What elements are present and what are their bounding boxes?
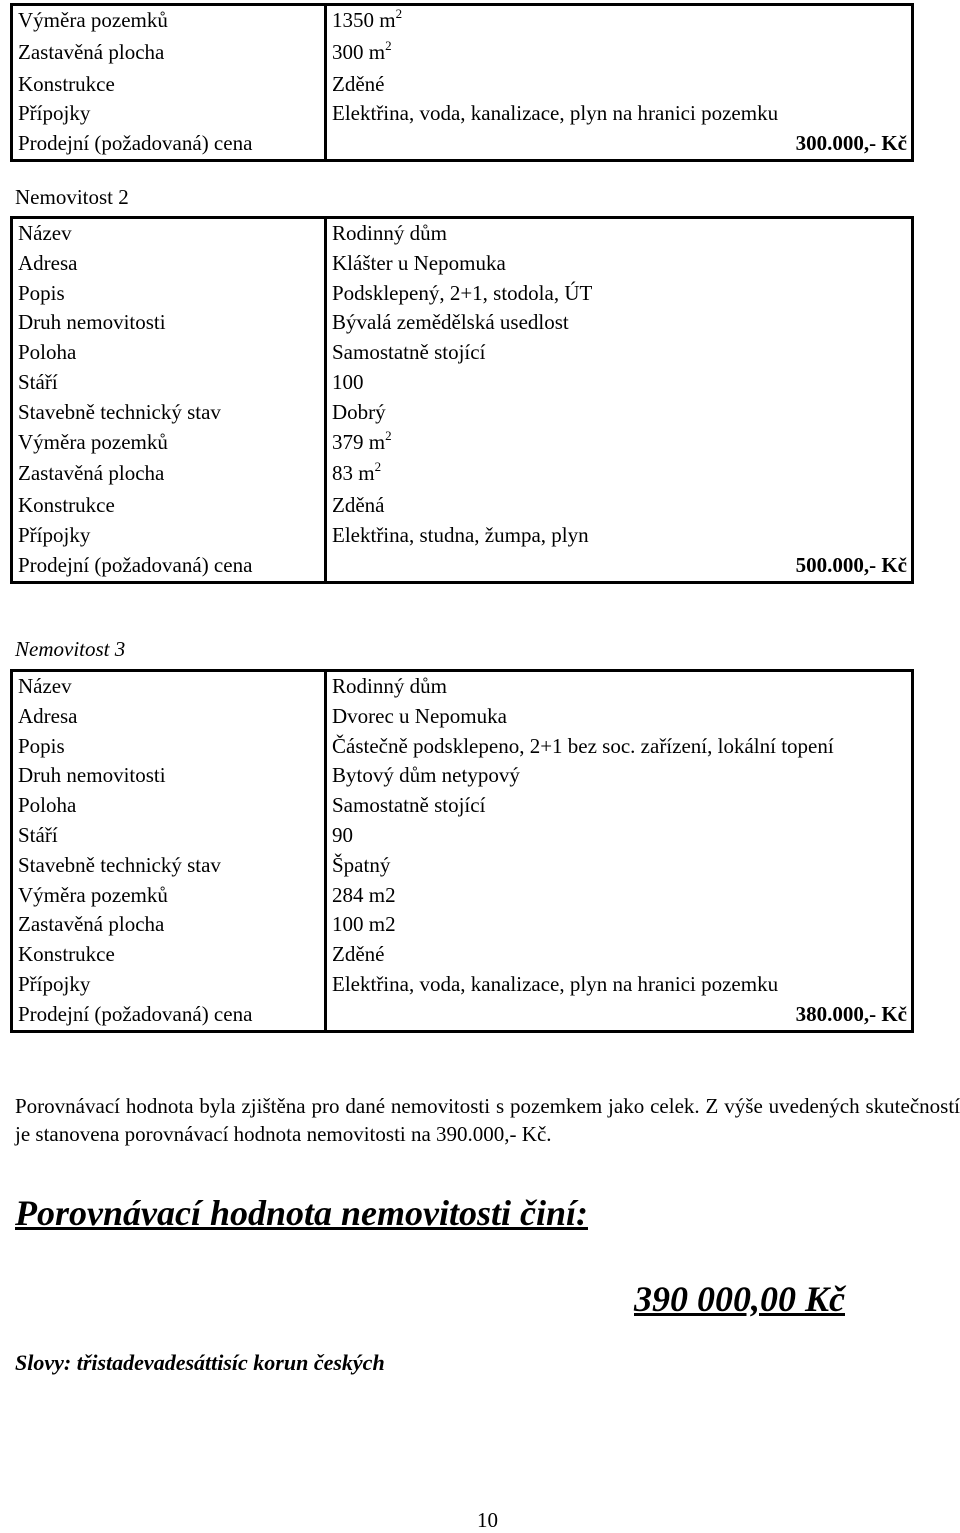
table-row xyxy=(12,368,913,398)
row-value: 100 xyxy=(332,369,364,394)
comparison-paragraph: Porovnávací hodnota byla zjištěna pro dané nemovitosti s pozemkem jako celek. Z výše uvedených skutečností je stanovena porovnávací hodnota nemovitosti na 390.000,- Kč. xyxy=(15,1094,960,1146)
row-value: Elektřina, studna, žumpa, plyn xyxy=(332,522,589,547)
row-value: Samostatně stojící xyxy=(332,793,486,818)
final-value-title: Porovnávací hodnota nemovitosti činí: xyxy=(15,1193,588,1233)
table-row xyxy=(12,249,913,279)
row-value: Podsklepený, 2+1, stodola, ÚT xyxy=(332,280,593,305)
table-row xyxy=(12,910,913,940)
row-label: Stáří xyxy=(12,821,326,851)
row-value: 1350 $m^2$ xyxy=(332,6,403,32)
row-label: Přípojky xyxy=(12,521,326,551)
row-label: Adresa xyxy=(12,249,326,279)
row-label: Adresa xyxy=(12,702,326,732)
table-row xyxy=(12,398,913,428)
superscript: 2 xyxy=(385,37,392,53)
row-value: Dobrý xyxy=(332,399,386,424)
table-row xyxy=(12,279,913,309)
table-row xyxy=(12,1000,913,1031)
table-row xyxy=(12,308,913,338)
table-row xyxy=(12,491,913,521)
table-row xyxy=(12,70,913,100)
row-value: Částečně podsklepeno, 2+1 bez soc. zařízení, lokální topení xyxy=(332,733,834,758)
row-value: 90 xyxy=(332,822,353,847)
table-row xyxy=(12,459,913,491)
superscript: 2 xyxy=(395,6,403,21)
row-value: Dvorec u Nepomuka xyxy=(332,703,507,728)
row-value: Bytový dům netypový xyxy=(332,763,520,788)
row-value: 300 $m^2$ xyxy=(332,37,392,64)
property2-table xyxy=(10,216,914,584)
row-value: Elektřina, voda, kanalizace, plyn na hranici pozemku xyxy=(332,971,779,996)
value-in-words: Slovy: třistadevadesáttisíc korun českých xyxy=(15,1350,385,1375)
row-value: Bývalá zemědělská usedlost xyxy=(332,310,569,335)
row-label: Druh nemovitosti xyxy=(12,308,326,338)
table-row xyxy=(12,521,913,551)
table-row xyxy=(12,129,913,160)
row-value: Rodinný dům xyxy=(332,674,447,698)
row-label: Výměra pozemků xyxy=(12,5,326,38)
row-value: Zděné xyxy=(332,71,385,96)
table-row xyxy=(12,791,913,821)
row-label: Stáří xyxy=(12,368,326,398)
final-value-amount: 390 000,00 Kč xyxy=(634,1279,845,1319)
row-value: Samostatně stojící xyxy=(332,340,486,365)
row-value: 83 $m^2$ xyxy=(332,459,382,486)
property1-table xyxy=(10,3,914,162)
row-label: Popis xyxy=(12,732,326,762)
table-row xyxy=(12,38,913,70)
row-label: Konstrukce xyxy=(12,70,326,100)
row-label: Výměra pozemků xyxy=(12,428,326,460)
page-number: 10 xyxy=(477,1508,498,1532)
row-value: Elektřina, voda, kanalizace, plyn na hranici pozemku xyxy=(332,101,779,126)
table-row xyxy=(12,940,913,970)
table-row xyxy=(12,851,913,881)
table-row xyxy=(12,551,913,582)
table-row xyxy=(12,732,913,762)
row-label: Přípojky xyxy=(12,99,326,129)
row-value: Rodinný dům xyxy=(332,221,447,245)
row-label: Prodejní (požadovaná) cena xyxy=(12,551,326,582)
table-row xyxy=(12,761,913,791)
row-label: Konstrukce xyxy=(12,940,326,970)
row-value: Klášter u Nepomuka xyxy=(332,250,506,275)
row-label: Výměra pozemků xyxy=(12,881,326,911)
table-row xyxy=(12,881,913,911)
table-row xyxy=(12,702,913,732)
row-label: Zastavěná plocha xyxy=(12,910,326,940)
property3-table xyxy=(10,669,914,1033)
table-row xyxy=(12,821,913,851)
table-row xyxy=(12,99,913,129)
property3-heading: Nemovitost 3 xyxy=(15,637,126,661)
row-label: Prodejní (požadovaná) cena xyxy=(12,1000,326,1031)
row-label: Konstrukce xyxy=(12,491,326,521)
table-row xyxy=(12,338,913,368)
row-value: Špatný xyxy=(332,852,391,877)
table-row xyxy=(12,428,913,460)
row-value: 284 m2 xyxy=(332,882,396,907)
superscript: 2 xyxy=(374,459,382,475)
row-label: Zastavěná plocha xyxy=(12,38,326,70)
price-value: 500.000,- Kč xyxy=(795,552,907,577)
row-label: Poloha xyxy=(12,338,326,368)
price-value: 380.000,- Kč xyxy=(795,1001,907,1026)
row-label: Prodejní (požadovaná) cena xyxy=(12,129,326,160)
row-label: Poloha xyxy=(12,791,326,821)
row-value: Zděná xyxy=(332,493,385,518)
row-label: Název xyxy=(12,671,326,702)
row-value: 100 m2 xyxy=(332,912,396,937)
row-label: Stavebně technický stav xyxy=(12,398,326,428)
table-row xyxy=(12,671,913,702)
row-label: Přípojky xyxy=(12,970,326,1000)
row-label: Stavebně technický stav xyxy=(12,851,326,881)
table-row xyxy=(12,970,913,1000)
row-label: Zastavěná plocha xyxy=(12,459,326,491)
superscript: 2 xyxy=(385,427,392,443)
property2-heading: Nemovitost 2 xyxy=(15,185,129,209)
row-value: 379 $m^2$ xyxy=(332,427,392,454)
row-label: Název xyxy=(12,218,326,249)
price-value: 300.000,- Kč xyxy=(795,131,907,156)
table-row xyxy=(12,5,913,38)
row-label: Druh nemovitosti xyxy=(12,761,326,791)
row-label: Popis xyxy=(12,279,326,309)
row-value: Zděné xyxy=(332,942,385,967)
table-row xyxy=(12,218,913,249)
